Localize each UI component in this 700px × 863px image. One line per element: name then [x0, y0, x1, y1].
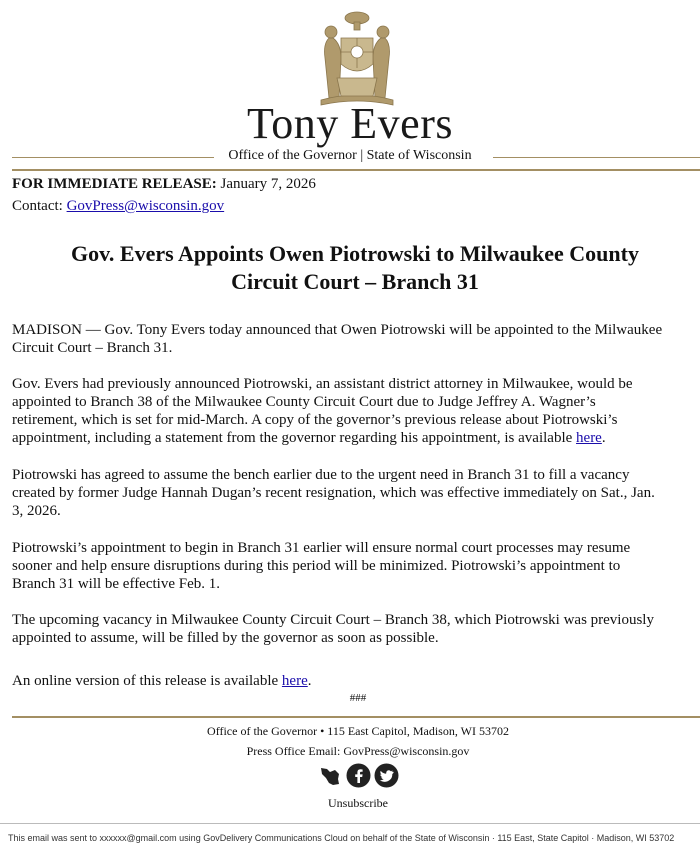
contact-line [12, 198, 224, 215]
paragraph-line: created by former Judge Hannah Dugan’s recent resignation, which was effective immediately on Sat., Jan. [12, 485, 655, 501]
release-label: FOR IMMEDIATE RELEASE: [12, 176, 217, 192]
facebook-icon[interactable] [346, 763, 371, 788]
paragraph-1 [12, 321, 700, 357]
headline [10, 240, 700, 296]
state-seal-icon [311, 8, 403, 108]
paragraph-line: Gov. Evers had previously announced Piotrowski, an assistant district attorney in Milwaukee, would be [12, 376, 633, 392]
paragraph-line: Piotrowski has agreed to assume the bench earlier due to the urgent need in Branch 31 to fill a vacancy [12, 467, 630, 483]
paragraph-line: Piotrowski’s appointment to begin in Branch 31 earlier will ensure normal court processes may resume [12, 540, 631, 556]
paragraph-line: Circuit Court – Branch 31. [12, 340, 173, 356]
disclaimer-divider [0, 823, 700, 824]
online-version-link[interactable]: here [281, 673, 308, 689]
paragraph-line: appointment, including a statement from the governor regarding his appointment, is available here. [12, 430, 606, 446]
headline-line-2: Circuit Court – Branch 31 [231, 269, 479, 294]
paragraph-line: appointed to Branch 38 of the Milwaukee County Circuit Court due to Judge Jeffrey A. Wagner’s [12, 394, 596, 410]
end-mark: ### [349, 692, 367, 704]
disclaimer-text: This email was sent to xxxxxx@gmail.com using GovDelivery Communications Cloud on behalf of the State of Wisconsin · 115 East, State Capitol · Madison, WI 53702 [8, 833, 675, 843]
governor-name: Tony Evers [247, 99, 453, 148]
contact-label: Contact: [12, 198, 67, 214]
paragraph-line: Branch 31 will be effective Feb. 1. [12, 576, 220, 592]
paragraph-text: appointment, including a statement from the governor regarding his appointment, is available [12, 430, 577, 446]
paragraph-line: sooner and help ensure disruptions during this period will be minimized. Piotrowski’s appointment to [12, 558, 621, 574]
paragraph-2 [12, 375, 700, 447]
twitter-icon[interactable] [374, 763, 399, 788]
paragraph-5 [12, 611, 700, 647]
paragraph-line: MADISON — Gov. Tony Evers today announced that Owen Piotrowski will be appointed to the Milwaukee [12, 322, 663, 338]
online-version-line: An online version of this release is available here. [12, 673, 312, 689]
release-date: January 7, 2026 [216, 176, 316, 192]
social-icons [318, 763, 398, 789]
release-line [12, 176, 316, 193]
paragraph-4 [12, 539, 700, 593]
divider [493, 157, 700, 158]
paragraph-line: appointed to assume, will be filled by the governor as soon as possible. [12, 630, 439, 646]
previous-release-link[interactable]: here [576, 430, 602, 446]
unsubscribe-link[interactable]: Unsubscribe [328, 796, 388, 810]
header-divider [12, 169, 700, 171]
headline-line-1: Gov. Evers Appoints Owen Piotrowski to Milwaukee County [71, 241, 639, 266]
paragraph-3 [12, 466, 700, 520]
paragraph-line: 3, 2026. [12, 503, 61, 519]
wisconsin-map-icon[interactable] [318, 764, 342, 788]
paragraph-line: The upcoming vacancy in Milwaukee County Circuit Court – Branch 38, which Piotrowski was previously [12, 612, 654, 628]
contact-email-link[interactable]: GovPress@wisconsin.gov [66, 198, 225, 214]
online-version-text: An online version of this release is available [12, 673, 282, 689]
office-text: Office of the Governor | State of Wisconsin [228, 148, 472, 163]
paragraph-line: retirement, which is set for mid-March. A copy of the governor’s previous release about Piotrowski’s [12, 412, 618, 428]
footer-divider [12, 716, 700, 718]
footer-address: Office of the Governor • 115 East Capitol, Madison, WI 53702 [207, 724, 509, 738]
footer-press-email: Press Office Email: GovPress@wisconsin.gov [246, 744, 470, 758]
office-subtitle [0, 148, 700, 166]
